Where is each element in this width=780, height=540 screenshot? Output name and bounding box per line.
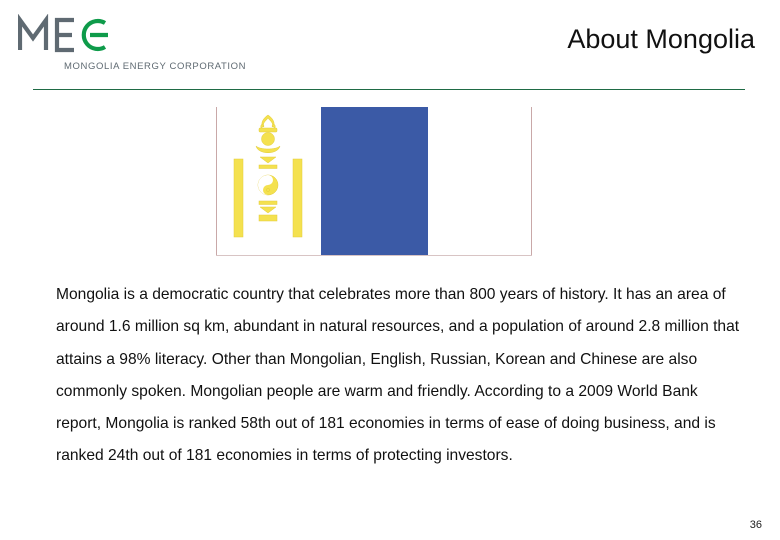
page-number: 36 <box>749 519 762 531</box>
logo-subtitle: MONGOLIA ENERGY CORPORATION <box>64 61 247 72</box>
about-paragraph: Mongolia is a democratic country that celebrates more than 800 years of history. It has an area of around 1.6 million sq km, abundant in natural resources, and a population of around 2.8 million that attains a 98% literacy. Other than Mongolian, English, Russian, Korean and Chinese are also commonly spoken. Mongolian people are warm and friendly. According to a 2009 World Bank report, Mongolia is ranked 58th out of 181 economies in terms of ease of doing business, and is ranked 24th out of 181 economies in terms of protecting investors. <box>56 286 740 465</box>
mongolian-flag-image <box>216 107 532 256</box>
flag-blue-field <box>321 107 428 256</box>
page-title: About Mongolia <box>567 24 755 54</box>
company-logo <box>18 14 248 74</box>
header-divider <box>33 89 745 90</box>
flag-right-field <box>428 107 532 256</box>
mec-logo-icon <box>18 14 118 54</box>
